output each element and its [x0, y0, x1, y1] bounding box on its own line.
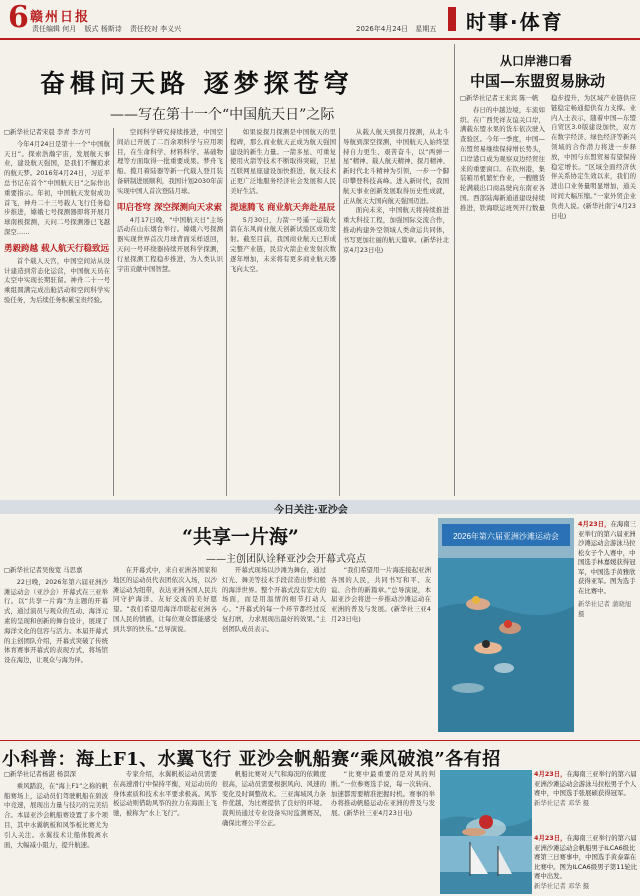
caption-text: 在海南三亚举行的第六届亚洲沙滩运动会游泳马拉松女子个人赛中，中国选手林嘉媛获得冠军，中国选手黄雅欣获得亚军。图为选手在比赛中。 [578, 520, 637, 595]
lead-column-1 [4, 128, 110, 496]
focus-paragraph: 开幕式现场以沙滩为舞台，通过灯光、舞美等技术手段营造出梦幻般的海洋世界。整个开幕式没有宏大的场面，而是用温情的细节打动人心。“开幕式的每一个环节都经过反复打磨，力求展现出最好的效果。”主创团队成员表示。 [222, 566, 326, 633]
page-number: 6 [8, 0, 29, 35]
side-title-2: 中国—东盟贸易脉动 [470, 72, 606, 90]
lower-column-4 [331, 770, 435, 894]
focus-column-2 [113, 566, 217, 736]
focus-column-1 [4, 566, 108, 736]
side-title-1: 从口岸港口看 [500, 54, 573, 68]
sailing-photo [440, 836, 532, 894]
photo-credit: 新华社记者 邓华 摄 [534, 881, 590, 890]
caption-date: 4月23日， [534, 834, 567, 842]
column-divider [226, 128, 227, 496]
focus-photo [438, 518, 574, 732]
date-line [356, 24, 441, 34]
lower-title: 小科普：海上F1、水翼飞行 亚沙会帆船赛“乘风破浪”各有招 [2, 749, 501, 770]
editor-credit: 责任编辑 何月 [32, 25, 77, 33]
focus-photo-caption [578, 520, 638, 740]
lower-column-1 [4, 770, 108, 894]
side-byline: □新华社记者王来宾 陈一帆 [460, 94, 539, 102]
lead-paragraph: 今年4月24日是第十一个“中国航天日”。探索浩瀚宇宙，发展航天事业，建设航天强国，是我们不懈追求的航天梦。2016年4月24日，习近平总书记在首个“中国航天日”之际作出重要指示。年初，中国航天发射成功首飞，神舟二十三号载人飞行任务稳步推进，嫦娥七号探测器即将开展月球南极探测，天问二号探测器已飞越深空…… [4, 139, 110, 236]
focus-column-4 [331, 566, 431, 736]
focus-paragraph: “我们希望用一片海连接起亚洲各国的人民，共同书写和平、友谊、合作的新篇章。”总导演说，本届亚沙会将进一步推动沙滩运动在亚洲的普及与发展。(新华社三亚4月23日电) [331, 566, 431, 623]
photo-banner-text: 2026年第六届亚洲沙滩运动会 [453, 532, 559, 541]
side-paragraph: 春日的中越边境，车流如织。在广西凭祥友谊关口岸，满载东盟水果的货车依次驶入查验区。今年一季度，中国—东盟贸易继续保持增长势头，口岸港口成为观察双边经贸往来的重要窗口。在钦州港，集装箱吊机繁忙作业，一艘艘货轮满载出口商品驶向东南亚各国。西部陆海新通道建设持续推进，铁海联运班列开行数量稳步提升，为区域产业链供应链稳定畅通提供有力支撑。业内人士表示，随着中国—东盟自贸区3.0版建设加快，双方在数字经济、绿色经济等新兴领域的合作潜力将进一步释放，中国与东盟贸易有望保持稳定增长。“区域全面经济伙伴关系协定生效以来，我们的进出口业务量明显增加，通关时间大幅压缩。”一家外贸企业负责人说。(新华社南宁4月23日电) [460, 94, 636, 220]
sailboat-illustration [440, 836, 532, 894]
caption-date: 4月23日， [534, 770, 567, 778]
lead-column-3 [230, 128, 336, 496]
lower-column-3 [222, 770, 326, 894]
column-divider [113, 128, 114, 496]
lead-subhead: ——写在第十一个“中国航天日”之际 [110, 107, 335, 123]
photo-credit: 新华社记者 邓华 摄 [534, 798, 590, 807]
focus-subtitle: ——主创团队诠释亚沙会开幕式亮点 [206, 554, 366, 565]
lower-byline: □新华社记者杨湛 杨溟深 [4, 770, 76, 778]
lead-column-4 [343, 128, 449, 496]
focus-band-label: 今日关注·亚沙会 [274, 505, 348, 516]
lower-paragraph: 乘风踏浪，在“海上F1”之称的帆船赛场上，运动员们驾驶帆船在碧波中竞速，展现出力量与技巧的完美结合。本届亚沙会帆船赛设置了多个项目，其中水翼帆板和风筝板比赛尤为引人关注。水翼技术让船体脱离水面，大幅减小阻力，提升航速。 [4, 781, 108, 849]
lead-paragraph: 首个载人天宫，中国空间站从设计建造到常态化运营，中国航天员在太空中实现长期驻留。神舟二十一号乘组圆满完成出舱活动和空间科学实验任务，为后续任务积累宝贵经验。 [4, 256, 110, 304]
lead-paragraph: 从载人航天到探月探测，从北斗导航到深空探测，中国航天人始终坚持自力更生、艰苦奋斗，以“两弹一星”精神、载人航天精神、探月精神、新时代北斗精神为引领，一步一个脚印攀登科技高峰。进入新时代，我国航天事业创新发展取得历史性成就，正从航天大国向航天强国迈进。 [343, 128, 449, 205]
paper-name: 赣州日报 [30, 10, 91, 25]
photo-credit: 新华社记者 蒲晓旭 摄 [578, 600, 632, 618]
lower-column-2 [113, 770, 217, 894]
lead-column-2 [117, 128, 223, 496]
focus-paragraph: 在开幕式中，来自亚洲各国家和地区的运动员代表团依次入场，以沙滩运动为纽带，表达亚洲各国人民共同守护海洋、友好交流的美好愿望。“我们希望用海洋串联起亚洲各国人民的情感，让每位观众都能感受到共享的快乐。”总导演说。 [113, 566, 217, 633]
lower-rule [0, 740, 640, 741]
section-tag [448, 4, 634, 34]
lead-paragraph: 4月17日晚，“中国航天日”主场活动在山东烟台举行。嫦娥六号探测器实现世界首次月球背面采样返回，天问一号环绕器持续开展科学探测，行星探测工程稳步推进，为人类认识宇宙贡献中国智慧。 [117, 215, 223, 273]
swim-photo-caption [534, 770, 638, 830]
lead-headline: 奋楫问天路 逐梦探苍穹 [40, 69, 354, 98]
caption-text: 在海南三亚举行的第六届亚洲沙滩运动会帆船男子ILCA6级比赛第三日赛事中，中国选手黄泰霖在比赛中。图为ILCA6级男子第11轮比赛中出发。 [534, 834, 638, 880]
lead-subheading: 勇毅跨越 载人航天行稳致远 [4, 243, 109, 254]
swimmers-illustration [438, 518, 574, 732]
focus-column-3 [222, 566, 326, 736]
editor-credits [32, 24, 187, 34]
section-label: 时事·体育 [466, 10, 564, 34]
focus-paragraph: 22日晚，2026年第六届亚洲沙滩运动会（亚沙会）开幕式在三亚举行。以“共享一片海”为主题的开幕式，通过演员与观众的互动、海洋元素的呈现和创新的舞台设计，展现了海洋文化的包容与活力。本届开幕式的主创团队介绍，开幕式突破了传统体育赛事开幕式的表现方式，将场馆设在海边，让观众与海为伴。 [4, 577, 108, 665]
focus-title: “共享一片海” [182, 526, 299, 548]
lead-paragraph: 如果说探月探测是中国航天的里程碑，那么商业航天正成为航天强国建设的新生力量。一箭多星、可重复使用火箭等技术不断取得突破，卫星互联网星座建设加快推进，航天技术正更广泛地服务经济社会发展和人民美好生活。 [230, 128, 336, 195]
lower-paragraph: “比赛中最重要的是对风的判断。”一位参赛选手说，每一次转向、加速都需要精准把握时机。赛事的举办将推动帆船运动在亚洲的普及与发展。(新华社三亚4月23日电) [331, 770, 435, 818]
column-divider [339, 128, 340, 496]
editor-credit: 版式 杨斯诗 [84, 25, 122, 33]
lower-paragraph: 帆船比赛对天气和海况的依赖度很高，运动员需要根据风向、风速的变化及时调整战术。三亚海域风力条件优越，为比赛提供了良好的环境。裁判员通过专业设备实时监测赛况，确保比赛公平公正。 [222, 770, 326, 827]
lead-paragraph: 5月30日，力箭一号遥一运载火箭在东风商业航天创新试验区成功发射。截至目前，我国商业航天已形成完整产业链，民营火箭企业发射次数逐年增加，未来将有更多商业航天器飞向太空。 [230, 215, 336, 273]
issue-weekday: 星期五 [415, 25, 437, 33]
caption-text: 在海南三亚举行的第六届亚洲沙滩运动会游泳马拉松男子个人赛中，中国选手张展硕获得冠军。 [534, 770, 637, 797]
caption-date: 4月23日， [578, 520, 611, 528]
lead-paragraph: 空间科学研究持续推进，中国空间站已开展了二百余项科学与应用项目，在生命科学、材料科学、基础物理等方面取得一批重要成果。梦舟飞船、揽月着陆器等新一代载人登月装备研制进展顺利，我国计划2030年前实现中国人首次登陆月球。 [117, 128, 223, 195]
editor-credit: 责任校对 李义兴 [129, 25, 182, 33]
lead-byline: □新华社记者宋晨 李青 李方可 [4, 128, 91, 136]
masthead-rule [0, 38, 640, 40]
side-article-body [460, 94, 636, 494]
lower-paragraph: 专家介绍，水翼帆板运动员需要在高速滑行中保持平衡，对运动员的身体素质和技术水平要求极高。风筝板运动则借助风筝的拉力在海面上飞驰，被称为“水上飞行”。 [113, 770, 217, 818]
lead-subheading: 提速腾飞 商业航天奔赴星辰 [230, 202, 335, 213]
section-divider [454, 44, 455, 496]
section-marker [448, 7, 456, 31]
masthead [0, 0, 640, 40]
lead-paragraph: 面向未来，中国航天将持续推进重大科技工程，加强国际交流合作，推动构建外空领域人类命运共同体，书写更加壮丽的航天篇章。(新华社北京4月23日电) [343, 206, 449, 254]
sailing-photo-caption [534, 834, 638, 894]
focus-byline: □新华社记者吴俊宽 马思嘉 [4, 566, 83, 574]
lead-subheading: 叩启苍穹 深空探测向天求索 [117, 202, 222, 213]
issue-date: 2026年4月24日 [356, 25, 409, 33]
